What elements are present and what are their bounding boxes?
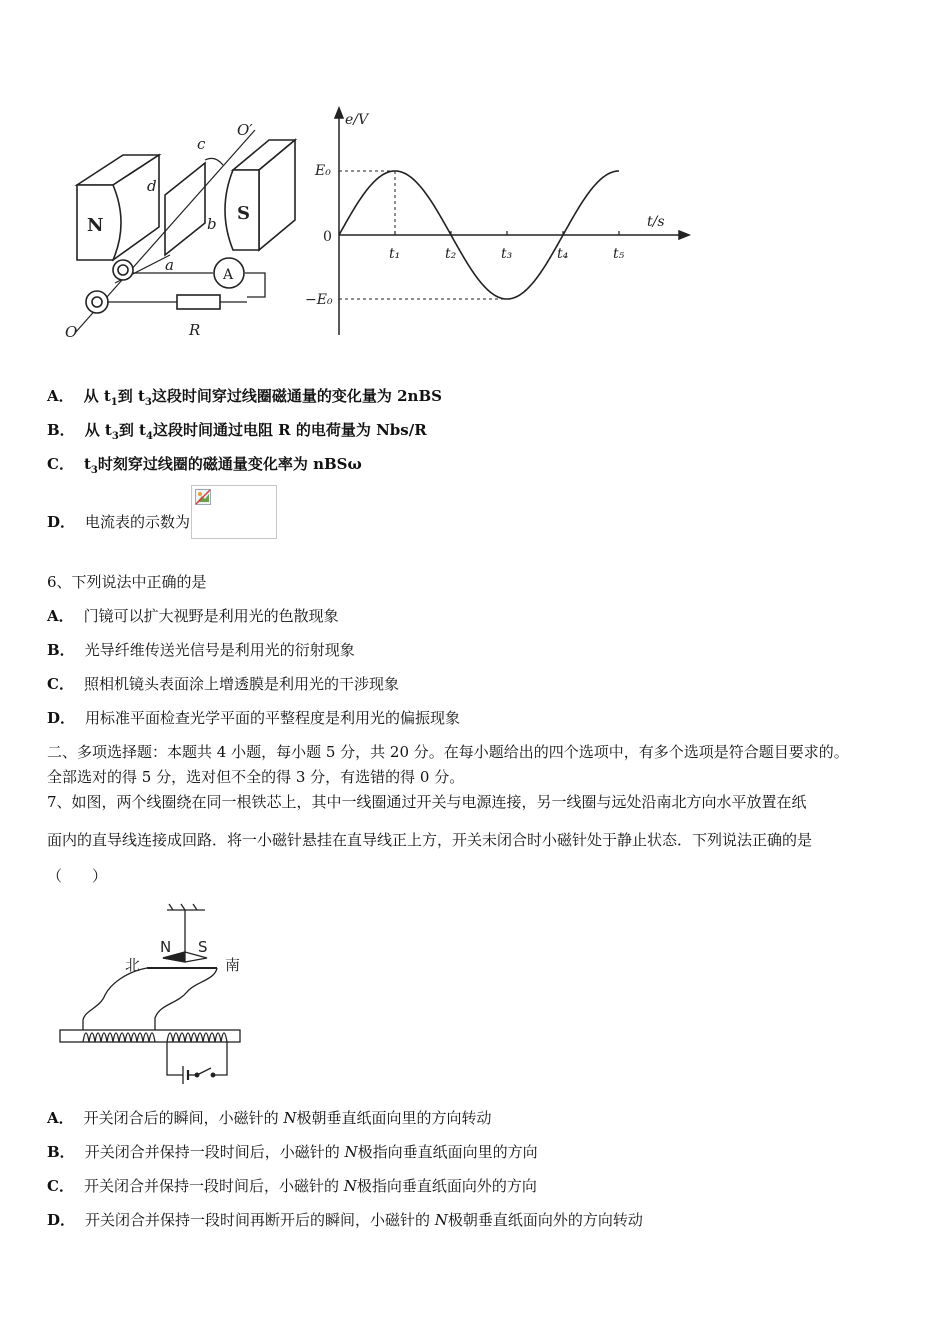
slip-rings (86, 260, 133, 313)
q7-stem-2: 面内的直导线连接成回路．将一小磁针悬挂在直导线正上方，开关未闭合时小磁针处于静止状态．下列说法正确的是 (47, 831, 813, 849)
magnet-s-label: S (237, 203, 250, 224)
option-letter: D． (47, 709, 76, 727)
coil-compass-figure (55, 900, 255, 1085)
option-letter: A． (47, 387, 74, 405)
section2-heading-2: 全部选对的得 5 分，选对但不全的得 3 分，有选错的得 0 分。 (47, 768, 465, 786)
y-tick-emin: −E₀ (305, 292, 333, 308)
q5-option-d: D． 电流表的示数为 (47, 513, 191, 531)
x-tick-t4: t₄ (557, 246, 569, 262)
x-tick-t3: t₃ (501, 246, 513, 262)
q6-option-b: B． 光导纤维传送光信号是利用光的衍射现象 (47, 641, 355, 659)
option-letter: B． (47, 641, 75, 659)
broken-image-icon (195, 489, 211, 505)
q6-option-a: A． 门镜可以扩大视野是利用光的色散现象 (47, 607, 339, 625)
needle-n-label: N (160, 938, 172, 956)
option-letter: B． (47, 421, 75, 439)
x-axis-label: t/s (647, 214, 665, 230)
coil-label-a: a (165, 256, 174, 274)
y-axis-label: e/V (345, 112, 369, 128)
q7-option-d: D． 开关闭合并保持一段时间再断开后的瞬间，小磁针的 N极朝垂直纸面向外的方向转动 (47, 1211, 643, 1229)
coil-label-b: b (207, 215, 217, 233)
lead-wire-left (83, 968, 147, 1030)
primary-circuit (167, 1042, 183, 1075)
y-tick-zero: 0 (323, 229, 332, 245)
resistor-label: R (189, 321, 201, 339)
axis-top-label: O′ (237, 121, 253, 139)
q7-stem-1: 7、如图，两个线圈绕在同一根铁芯上，其中一线圈通过开关与电源连接，另一线圈与远处沿南北方向水平放置在纸 (47, 793, 807, 811)
north-label: 北 (125, 956, 141, 974)
south-label: 南 (225, 956, 241, 974)
needle-s-label: S (198, 938, 208, 956)
q7-option-b: B． 开关闭合并保持一段时间后，小磁针的 N极指向垂直纸面向里的方向 (47, 1143, 538, 1161)
q6-stem: 6、下列说法中正确的是 (47, 573, 207, 591)
lead-wire-right (155, 968, 217, 1030)
q7-answer-paren: （ ） (47, 867, 108, 885)
q6-option-d: D． 用标准平面检查光学平面的平整程度是利用光的偏振现象 (47, 709, 461, 727)
coil-label-d: d (147, 177, 157, 195)
x-axis-arrow (679, 231, 689, 239)
option-letter: D． (47, 1211, 76, 1229)
x-tick-t5: t₅ (613, 246, 625, 262)
y-axis-arrow (335, 108, 343, 118)
option-letter: C． (47, 455, 74, 473)
y-tick-emax: E₀ (315, 163, 331, 179)
q6-option-c: C． 照相机镜头表面涂上增透膜是利用光的干涉现象 (47, 675, 399, 693)
x-tick-t1: t₁ (389, 246, 401, 262)
section2-heading: 二、多项选择题：本题共 4 小题，每小题 5 分，共 20 分。在每小题给出的四个选项中，有多个选项是符合题目要求的。 (47, 743, 849, 761)
option-letter: C． (47, 675, 74, 693)
emf-time-chart (305, 100, 695, 345)
q5-option-c: C． $t_3$时刻穿过线圈的磁通量变化率为 nBSω (47, 455, 362, 476)
generator-figure (55, 105, 340, 350)
magnet-s-block (225, 140, 295, 250)
axis-bottom-label: O (65, 323, 78, 341)
option-letter: C． (47, 1177, 74, 1195)
magnet-n-block (77, 155, 159, 260)
option-letter: D． (47, 513, 76, 531)
option-letter: A． (47, 607, 74, 625)
resistor-symbol (177, 295, 220, 309)
option-letter: A． (47, 1109, 74, 1127)
magnet-n-label: N (87, 215, 104, 236)
x-tick-t2: t₂ (445, 246, 457, 262)
q5-option-a: A． 从 $t_1$到 $t_3$这段时间穿过线圈磁通量的变化量为 2nBS (47, 387, 442, 408)
q7-option-c: C． 开关闭合并保持一段时间后，小磁针的 N极指向垂直纸面向外的方向 (47, 1177, 537, 1195)
ammeter-label: A (223, 267, 234, 283)
broken-formula-image (191, 485, 277, 539)
q5-option-b: B． 从 $t_3$到 $t_4$这段时间通过电阻 R 的电荷量为 Nbs/R (47, 421, 427, 442)
option-letter: B． (47, 1143, 75, 1161)
q7-option-a: A． 开关闭合后的瞬间，小磁针的 N极朝垂直纸面向里的方向转动 (47, 1109, 492, 1127)
coil-label-c: c (197, 135, 206, 153)
